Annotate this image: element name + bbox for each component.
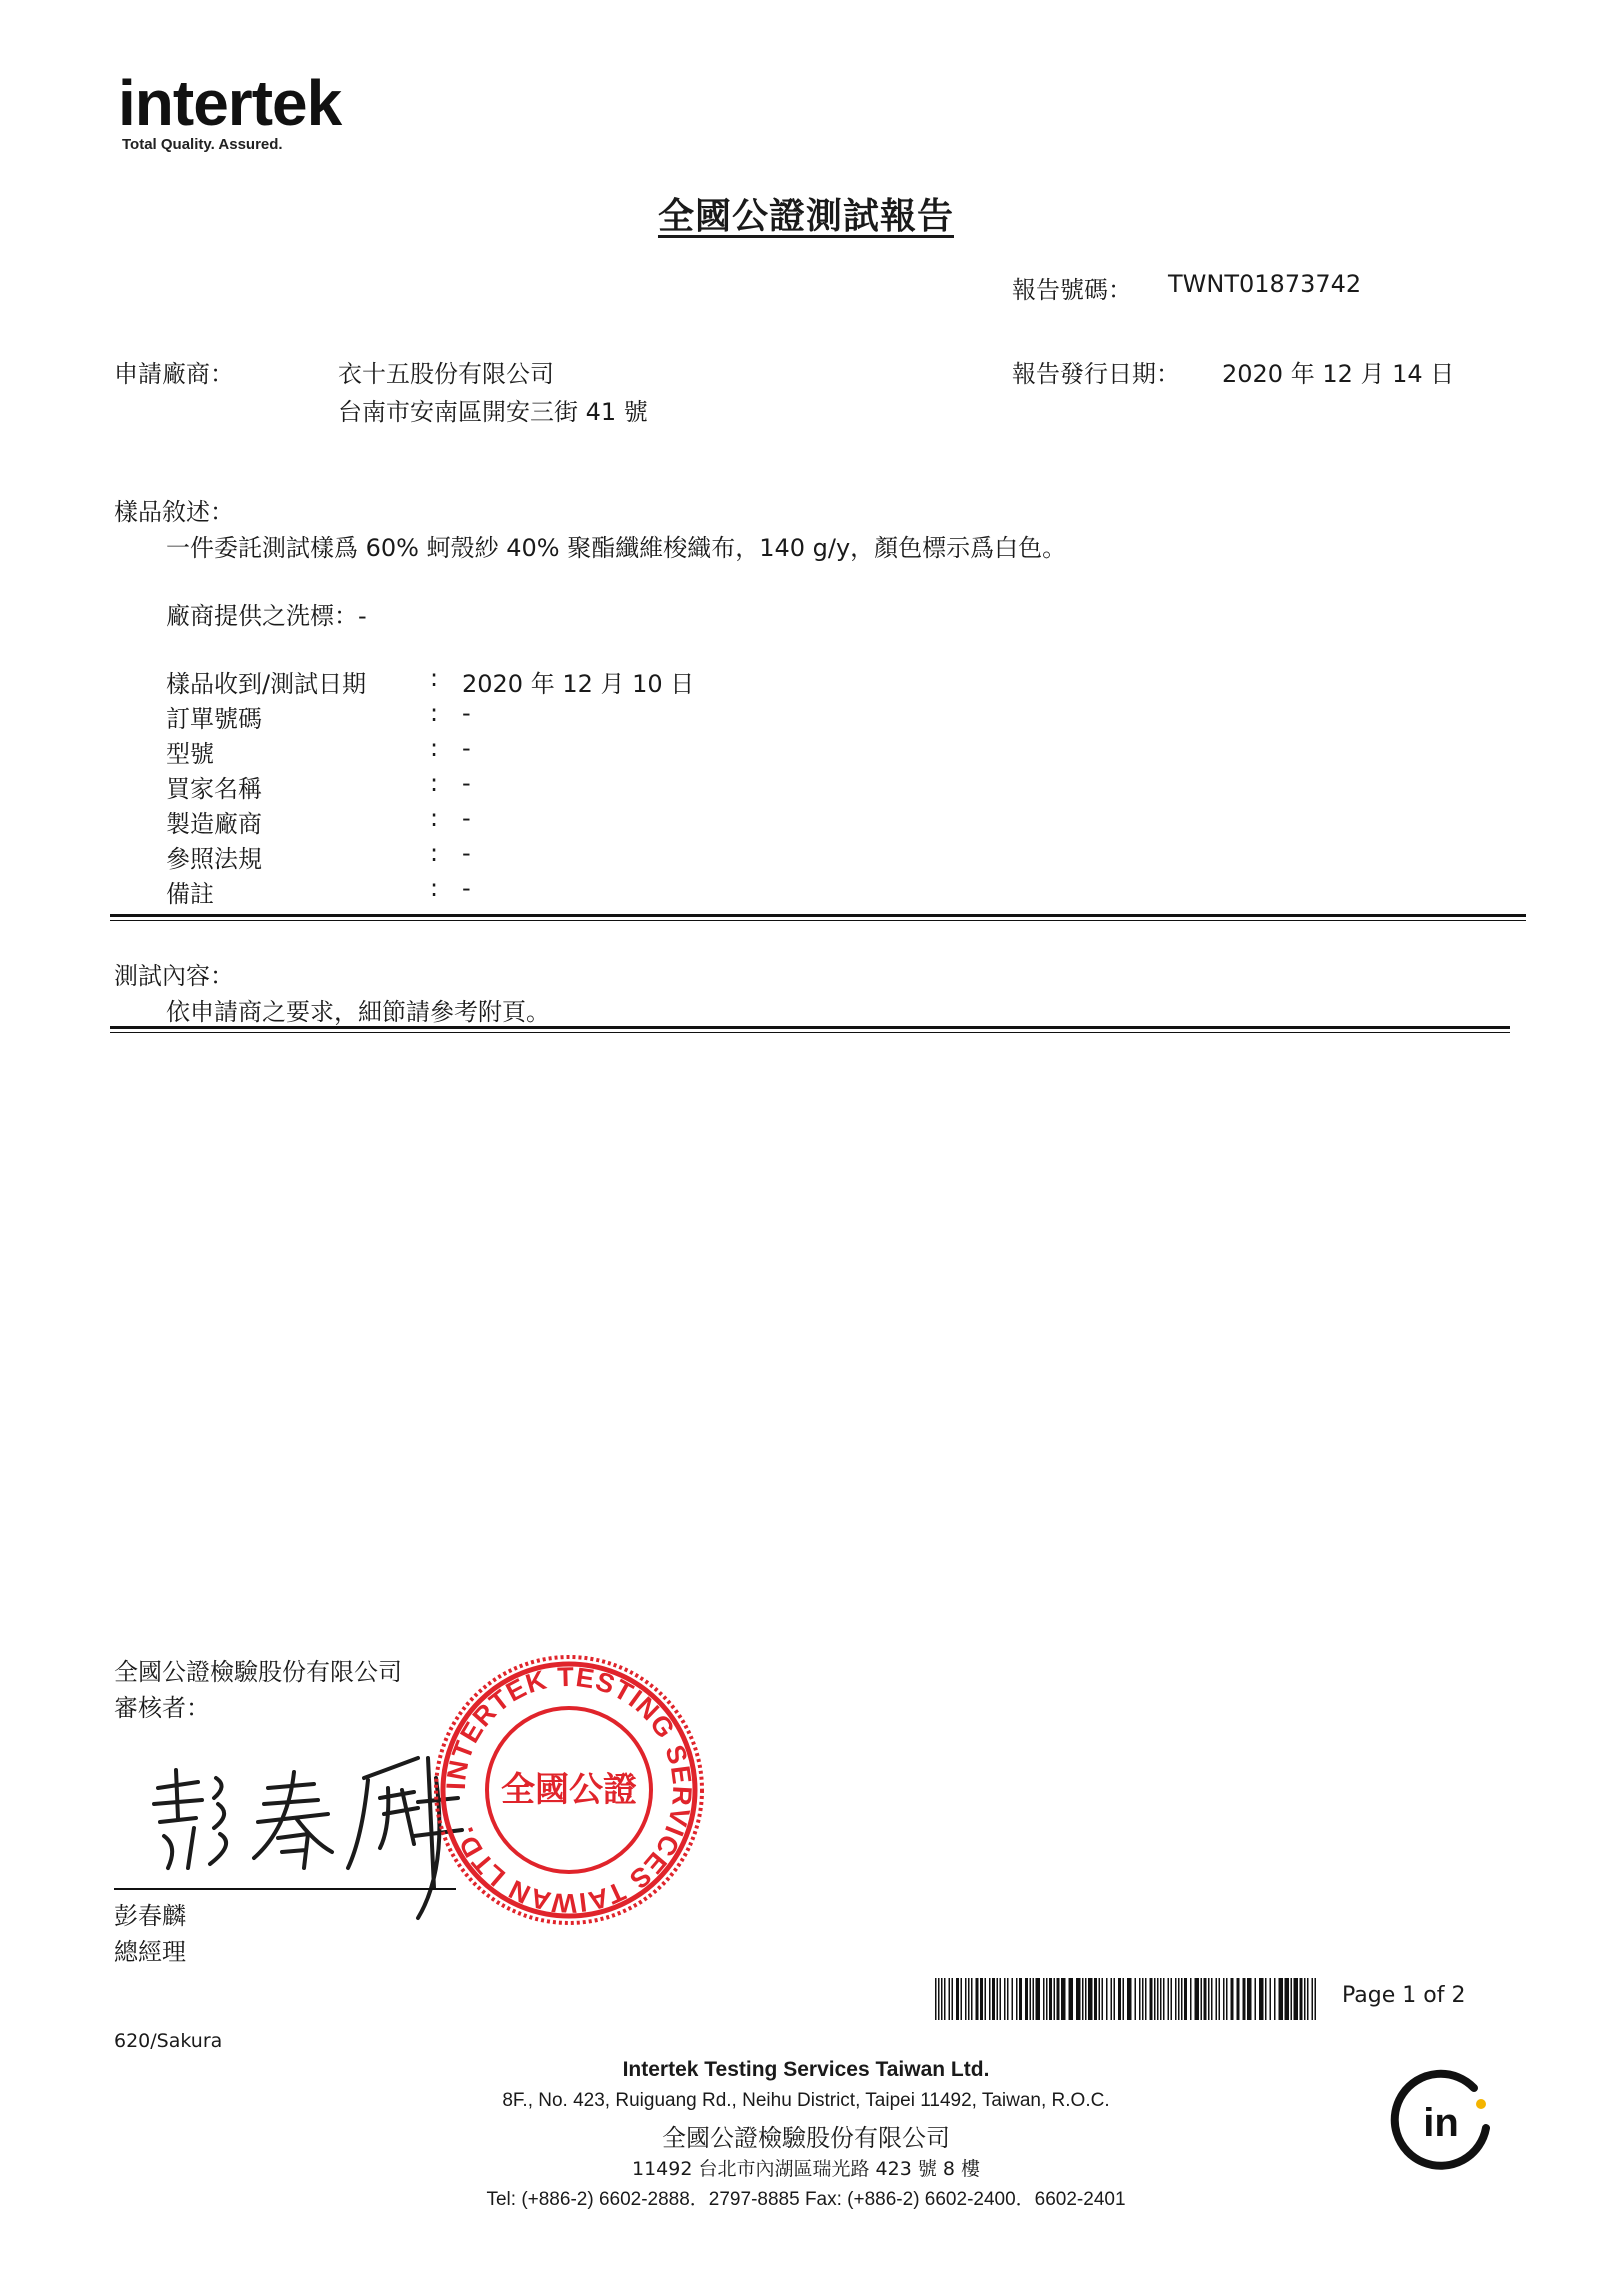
field-label: 型號: [166, 740, 214, 768]
barcode-bar: [1036, 1978, 1041, 2020]
barcode-bar: [985, 1978, 987, 2020]
barcode-bar: [1012, 1978, 1014, 2020]
barcode-bar: [1046, 1978, 1048, 2020]
barcode-bar: [1099, 1978, 1101, 2020]
barcode-bar: [949, 1978, 951, 2020]
barcode-bar: [1219, 1978, 1221, 2020]
doc-code: 620/Sakura: [114, 2030, 223, 2052]
field-label: 參照法規: [166, 845, 262, 873]
care-label: 廠商提供之洗標：-: [166, 602, 367, 630]
barcode-bar: [1069, 1978, 1074, 2020]
page-indicator: Page 1 of 2: [1342, 1983, 1466, 2008]
barcode-bar: [1094, 1978, 1097, 2020]
barcode-bar: [989, 1978, 991, 2020]
field-label: 備註: [166, 880, 214, 908]
barcode-bar: [1184, 1978, 1187, 2020]
field-colon: :: [430, 769, 439, 797]
footer-address-zh: 11492 台北市內湖區瑞光路 423 號 8 樓: [632, 2158, 980, 2180]
footer-address-en: 8F., No. 423, Ruiguang Rd., Neihu District, Taipei 11492, Taiwan, R.O.C.: [502, 2090, 1110, 2111]
barcode-bar: [1204, 1978, 1207, 2020]
barcode-bar: [1307, 1978, 1309, 2020]
barcode-bar: [1150, 1978, 1153, 2020]
barcode-bar: [938, 1978, 940, 2020]
barcode-bar: [1274, 1978, 1276, 2020]
barcode-bar: [1243, 1978, 1246, 2020]
barcode-bar: [1123, 1978, 1125, 2020]
signer-title: 總經理: [114, 1938, 186, 1966]
applicant-label: 申請廠商：: [114, 360, 234, 388]
section-divider: [110, 914, 1526, 917]
barcode-bar: [1145, 1978, 1147, 2020]
barcode-bar: [952, 1978, 954, 2020]
field-label: 買家名稱: [166, 775, 262, 803]
barcode-bar: [1237, 1978, 1240, 2020]
barcode-bar: [1007, 1978, 1009, 2020]
barcode-bar: [1043, 1978, 1045, 2020]
barcode-bar: [1061, 1978, 1066, 2020]
barcode-bar: [1216, 1978, 1218, 2020]
signer-name: 彭春麟: [114, 1902, 186, 1930]
field-value: -: [462, 734, 471, 762]
issue-date: 2020 年 12 月 14 日: [1222, 360, 1455, 388]
field-value: -: [462, 804, 471, 832]
field-colon: :: [430, 664, 439, 692]
report-number: TWNT01873742: [1168, 270, 1362, 298]
barcode-bar: [1190, 1978, 1192, 2020]
section-divider: [110, 920, 1526, 921]
barcode-bar: [1082, 1978, 1084, 2020]
barcode-bar: [1057, 1978, 1060, 2020]
barcode-bar: [1211, 1978, 1213, 2020]
field-colon: :: [430, 804, 439, 832]
barcode-bar: [935, 1978, 937, 2020]
barcode-bar: [1030, 1978, 1032, 2020]
barcode-bar: [944, 1978, 946, 2020]
reviewer-label: 審核者：: [114, 1694, 210, 1722]
barcode-bar: [971, 1978, 973, 2020]
field-value: -: [462, 699, 471, 727]
barcode-bar: [1111, 1978, 1113, 2020]
barcode-bar: [1294, 1978, 1299, 2020]
field-colon: :: [430, 874, 439, 902]
sample-label: 樣品敘述：: [114, 498, 234, 526]
barcode-bar: [1088, 1978, 1093, 2020]
field-value: -: [462, 839, 471, 867]
barcode-bar: [1127, 1978, 1132, 2020]
barcode-bar: [965, 1978, 967, 2020]
barcode-bar: [1004, 1978, 1006, 2020]
logo-tagline: Total Quality. Assured.: [122, 136, 283, 153]
barcode-bar: [1247, 1978, 1252, 2020]
barcode-bar: [1270, 1978, 1272, 2020]
field-value: 2020 年 12 月 10 日: [462, 670, 695, 698]
barcode-bar: [980, 1978, 983, 2020]
barcode-bar: [1019, 1978, 1022, 2020]
intertek-logo: intertek: [118, 67, 342, 139]
barcode-bar: [1139, 1978, 1141, 2020]
barcode-bar: [1000, 1978, 1002, 2020]
footer-company-zh: 全國公證檢驗股份有限公司: [662, 2124, 950, 2152]
section-divider: [110, 1026, 1510, 1029]
barcode-bar: [1265, 1978, 1267, 2020]
footer-contact: Tel: (+886-2) 6602-2888．2797-8885 Fax: (+886-2) 6602-2400．6602-2401: [486, 2189, 1126, 2210]
barcode-bar: [1168, 1978, 1170, 2020]
barcode-bar: [1025, 1978, 1028, 2020]
badge-text: in: [1423, 2101, 1459, 2145]
intertek-badge-icon: [1386, 2066, 1496, 2176]
field-value: -: [462, 874, 471, 902]
barcode-bar: [1223, 1978, 1225, 2020]
barcode-bar: [1106, 1978, 1108, 2020]
barcode-bar: [1255, 1978, 1257, 2020]
barcode-bar: [1114, 1978, 1116, 2020]
field-colon: :: [430, 699, 439, 727]
barcode-bar: [956, 1978, 959, 2020]
barcode-bar: [1163, 1978, 1165, 2020]
barcode-bar: [1178, 1978, 1180, 2020]
barcode-bar: [1135, 1978, 1137, 2020]
report-number-label: 報告號碼：: [1012, 276, 1132, 304]
barcode-bar: [1195, 1978, 1200, 2020]
barcode-bar: [1118, 1978, 1121, 2020]
field-label: 製造廠商: [166, 810, 262, 838]
svg-text:INTERTEK TESTING SERVICES TAIW: INTERTEK TESTING SERVICES TAIWAN LTD.: [440, 1661, 698, 1919]
footer-company-en: Intertek Testing Services Taiwan Ltd.: [622, 2058, 990, 2081]
barcode-bar: [1208, 1978, 1210, 2020]
test-content-label: 測試內容：: [114, 962, 234, 990]
barcode-bar: [1231, 1978, 1234, 2020]
barcode-bar: [976, 1978, 979, 2020]
section-divider: [110, 1032, 1510, 1033]
field-colon: :: [430, 839, 439, 867]
barcode-bar: [1259, 1978, 1264, 2020]
barcode-bar: [1102, 1978, 1104, 2020]
barcode-bar: [968, 1978, 970, 2020]
barcode-bar: [1033, 1978, 1035, 2020]
barcode-bar: [997, 1978, 999, 2020]
barcode-bar: [1285, 1978, 1290, 2020]
field-value: -: [462, 769, 471, 797]
barcode-bar: [961, 1978, 963, 2020]
company-seal: [432, 1653, 706, 1927]
barcode-bar: [1157, 1978, 1159, 2020]
signoff-company: 全國公證檢驗股份有限公司: [114, 1658, 402, 1686]
barcode-bar: [1054, 1978, 1056, 2020]
barcode-bar: [1315, 1978, 1317, 2020]
barcode-bar: [1171, 1978, 1173, 2020]
report-title: 全國公證測試報告: [657, 196, 954, 237]
barcode-bar: [1201, 1978, 1203, 2020]
applicant-name: 衣十五股份有限公司: [338, 360, 554, 388]
barcode-bar: [1175, 1978, 1177, 2020]
barcode: [935, 1978, 1317, 2020]
barcode-bar: [1049, 1978, 1052, 2020]
applicant-address: 台南市安南區開安三街 41 號: [338, 398, 648, 426]
barcode-bar: [1312, 1978, 1314, 2020]
barcode-bar: [992, 1978, 995, 2020]
barcode-bar: [1181, 1978, 1183, 2020]
barcode-bar: [1142, 1978, 1144, 2020]
field-label: 樣品收到/測試日期: [166, 670, 367, 698]
signature-line: [114, 1888, 456, 1890]
issue-date-label: 報告發行日期：: [1012, 360, 1180, 388]
barcode-bar: [1300, 1978, 1303, 2020]
barcode-bar: [1279, 1978, 1284, 2020]
test-content-text: 依申請商之要求，細節請參考附頁。: [166, 998, 550, 1026]
barcode-bar: [1291, 1978, 1293, 2020]
barcode-bar: [1085, 1978, 1087, 2020]
barcode-bar: [1154, 1978, 1156, 2020]
field-label: 訂單號碼: [166, 705, 262, 733]
barcode-bar: [1160, 1978, 1162, 2020]
field-colon: :: [430, 734, 439, 762]
svg-text:全國公證: 全國公證: [501, 1770, 637, 1810]
sample-description: 一件委託測試樣爲 60% 蚵殼紗 40% 聚酯纖維梭織布，140 g/y，顏色標示爲白色。: [166, 534, 1067, 562]
barcode-bar: [941, 1978, 943, 2020]
barcode-bar: [1076, 1978, 1081, 2020]
barcode-bar: [1016, 1978, 1018, 2020]
barcode-bar: [1304, 1978, 1306, 2020]
barcode-bar: [1226, 1978, 1228, 2020]
